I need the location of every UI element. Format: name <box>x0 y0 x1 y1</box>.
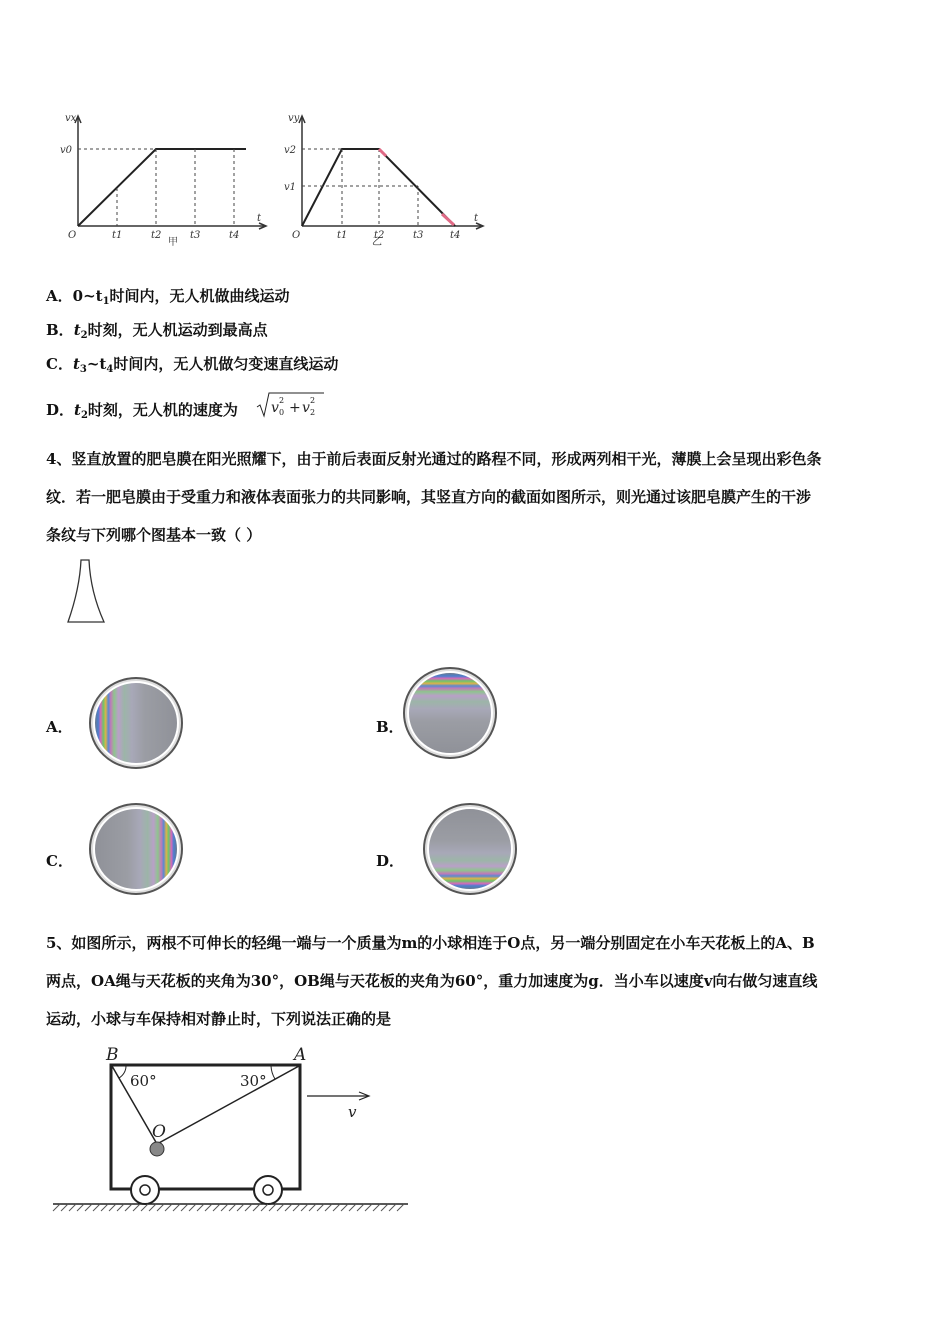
yi-v2-label: v2 <box>284 145 297 156</box>
soap-film-cross-section <box>62 556 110 628</box>
q4-option-d-label: D． <box>376 852 405 870</box>
q3-option-c-sub1: 3 <box>79 364 87 375</box>
q4-option-c-label: C． <box>46 852 73 870</box>
q3-option-a-sub: 1 <box>102 296 110 307</box>
jia-tick-t2: t2 <box>151 230 162 241</box>
q4-line1: 4、竖直放置的肥皂膜在阳光照耀下，由于前后表面反射光通过的路程不同，形成两列相干光，薄膜上会呈现出彩色条 <box>46 450 822 468</box>
svg-text:2: 2 <box>310 396 316 405</box>
q5-text <box>46 924 916 1038</box>
q3-option-d-letter: D． <box>46 401 75 419</box>
yi-origin: O <box>292 230 301 241</box>
q3-option-b-text: 时刻，无人机运动到最高点 <box>87 321 268 339</box>
svg-text:+: + <box>289 400 301 416</box>
q5-line1: 5、如图所示，两根不可伸长的轻绳一端与一个质量为m的小球相连于O点，另一端分别固定在小车天花板上的A、B <box>46 934 815 952</box>
q4-line3: 条纹与下列哪个图基本一致（ ） <box>46 526 262 544</box>
jia-caption: 甲 <box>168 237 178 248</box>
q3-option-c-text: 时间内，无人机做匀变速直线运动 <box>113 355 339 373</box>
q3-option-c <box>46 353 338 375</box>
label-angle-a: 30° <box>240 1072 267 1090</box>
yi-tick-t1: t1 <box>337 230 348 241</box>
yi-tick-t2: t2 <box>374 230 385 241</box>
q4-text <box>46 440 916 554</box>
q5-line3: 运动，小球与车保持相对静止时，下列说法正确的是 <box>46 1010 392 1028</box>
q3-option-d-var: t <box>74 401 81 419</box>
q4-line2: 纹．若一肥皂膜由于受重力和液体表面张力的共同影响，其竖直方向的截面如图所示，则光通过该肥皂膜产生的干涉 <box>46 488 812 506</box>
label-o: O <box>152 1122 166 1142</box>
q3-option-c-letter: C． <box>46 355 73 373</box>
svg-text:2: 2 <box>310 408 316 417</box>
jia-y-label: vx <box>65 113 77 124</box>
q3-option-b-var: t <box>73 321 81 339</box>
svg-text:2: 2 <box>279 396 285 405</box>
svg-text:v: v <box>271 400 279 416</box>
label-v: v <box>348 1103 357 1121</box>
graph-yi <box>282 108 492 248</box>
jia-tick-t1: t1 <box>112 230 123 241</box>
yi-caption: 乙 <box>372 237 382 248</box>
q3-option-b-letter: B． <box>46 321 74 339</box>
label-a: A <box>294 1045 307 1065</box>
q3-option-d <box>46 399 238 421</box>
q3-option-a-expr: 0~t <box>72 287 103 305</box>
q4-option-a-label: A． <box>46 718 73 736</box>
q4-option-c-image <box>86 800 186 898</box>
svg-text:0: 0 <box>279 408 285 417</box>
q4-option-a-image <box>86 674 186 772</box>
jia-origin: O <box>68 230 77 241</box>
cart-diagram <box>50 1040 420 1220</box>
yi-v1-label: v1 <box>284 182 297 193</box>
jia-tick-t3: t3 <box>190 230 201 241</box>
yi-y-label: vy <box>288 113 300 124</box>
q3-option-a-letter: A． <box>46 287 73 305</box>
q4-option-d-image <box>420 800 520 898</box>
jia-v0-label: v0 <box>60 145 73 156</box>
q3-option-d-text: 时刻，无人机的速度为 <box>87 401 238 419</box>
q3-option-c-sub2: 4 <box>106 364 114 375</box>
q4-option-b-label: B． <box>376 718 404 736</box>
yi-tick-t3: t3 <box>413 230 424 241</box>
label-b: B <box>106 1045 119 1065</box>
yi-t-label: t <box>474 213 479 224</box>
q3-option-a <box>46 285 290 307</box>
label-angle-b: 60° <box>130 1072 157 1090</box>
q3-option-d-sub: 2 <box>80 410 88 421</box>
q3-option-d-formula <box>256 390 326 420</box>
q5-line2: 两点，OA绳与天花板的夹角为30°，OB绳与天花板的夹角为60°，重力加速度为g．当小车以速度v向右做匀速直线 <box>46 972 818 990</box>
q3-option-c-mid: ~t <box>86 355 107 373</box>
jia-tick-t4: t4 <box>229 230 240 241</box>
q4-option-b-image <box>400 664 500 762</box>
q3-option-c-var1: t <box>72 355 80 373</box>
q3-option-a-text: 时间内，无人机做曲线运动 <box>109 287 290 305</box>
yi-tick-t4: t4 <box>450 230 461 241</box>
q3-option-b-sub: 2 <box>80 330 88 341</box>
svg-text:v: v <box>302 400 310 416</box>
jia-t-label: t <box>257 213 262 224</box>
graph-jia <box>60 108 275 248</box>
q3-option-b <box>46 319 268 341</box>
